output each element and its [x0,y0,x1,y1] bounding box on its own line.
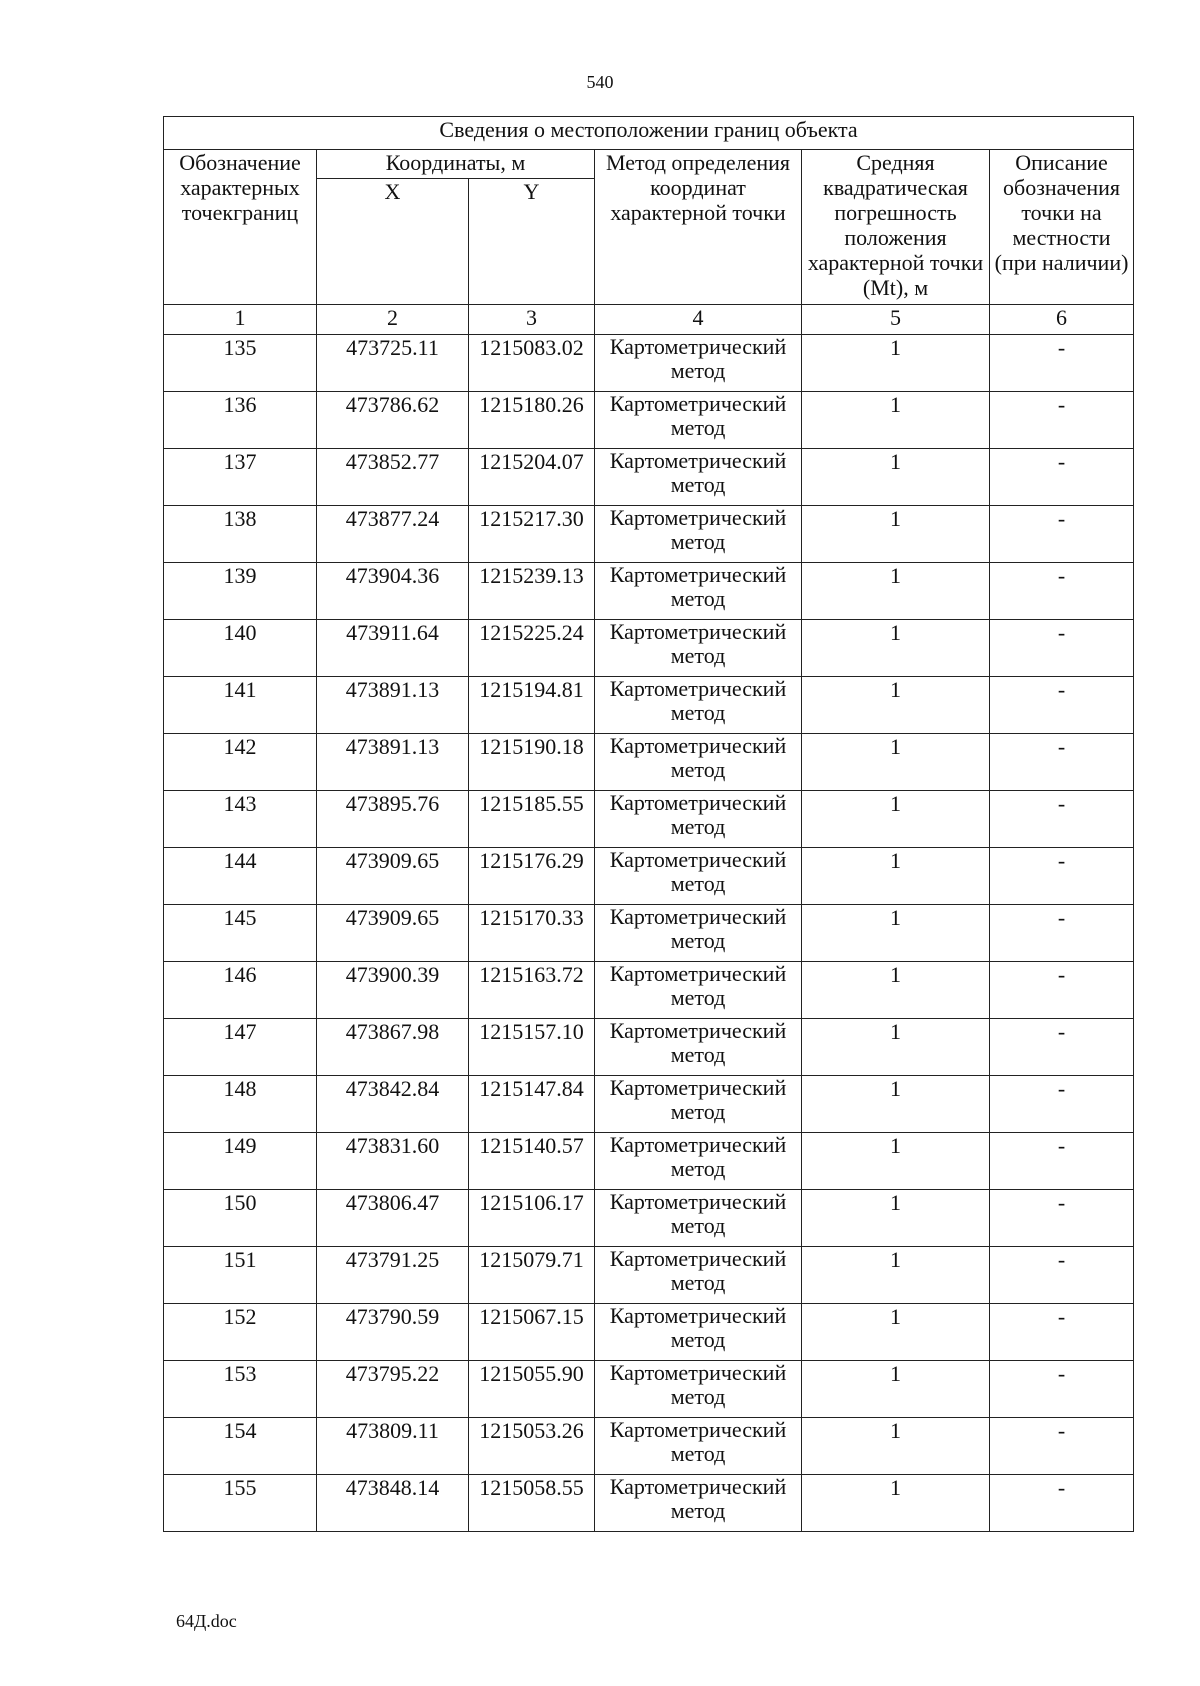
x-coordinate-cell: 473848.14 [317,1475,469,1532]
x-coordinate-cell: 473895.76 [317,791,469,848]
x-coordinate-cell: 473809.11 [317,1418,469,1475]
description-cell: - [990,905,1134,962]
column-number: 4 [595,305,802,335]
y-coordinate-cell: 1215083.02 [469,335,595,392]
method-cell: Картометрический метод [595,1076,802,1133]
x-coordinate-cell: 473795.22 [317,1361,469,1418]
point-cell: 149 [164,1133,317,1190]
table-row [164,1361,1134,1418]
header-error: Средняя квадратическая погрешность положения характерной точки (Mt), м [802,150,990,305]
table-row [164,563,1134,620]
x-coordinate-cell: 473909.65 [317,848,469,905]
x-coordinate-cell: 473891.13 [317,677,469,734]
y-coordinate-cell: 1215163.72 [469,962,595,1019]
y-coordinate-cell: 1215067.15 [469,1304,595,1361]
x-coordinate-cell: 473831.60 [317,1133,469,1190]
table-row [164,1190,1134,1247]
error-cell: 1 [802,1133,990,1190]
error-cell: 1 [802,848,990,905]
point-cell: 147 [164,1019,317,1076]
description-cell: - [990,506,1134,563]
table-title-row [164,117,1134,150]
x-coordinate-cell: 473806.47 [317,1190,469,1247]
description-cell: - [990,1133,1134,1190]
method-cell: Картометрический метод [595,1418,802,1475]
point-cell: 146 [164,962,317,1019]
table-row [164,449,1134,506]
table-row [164,1133,1134,1190]
point-cell: 155 [164,1475,317,1532]
point-cell: 138 [164,506,317,563]
point-cell: 136 [164,392,317,449]
method-cell: Картометрический метод [595,791,802,848]
header-x: X [317,179,469,305]
y-coordinate-cell: 1215106.17 [469,1190,595,1247]
column-number-row [164,305,1134,335]
point-cell: 141 [164,677,317,734]
error-cell: 1 [802,734,990,791]
error-cell: 1 [802,335,990,392]
table-row [164,1304,1134,1361]
method-cell: Картометрический метод [595,962,802,1019]
point-cell: 148 [164,1076,317,1133]
y-coordinate-cell: 1215147.84 [469,1076,595,1133]
x-coordinate-cell: 473911.64 [317,620,469,677]
description-cell: - [990,734,1134,791]
table-row [164,677,1134,734]
description-cell: - [990,1076,1134,1133]
error-cell: 1 [802,791,990,848]
table-row [164,620,1134,677]
table-row [164,962,1134,1019]
error-cell: 1 [802,1304,990,1361]
method-cell: Картометрический метод [595,905,802,962]
header-method: Метод определения координат характерной точки [595,150,802,305]
x-coordinate-cell: 473790.59 [317,1304,469,1361]
x-coordinate-cell: 473867.98 [317,1019,469,1076]
x-coordinate-cell: 473725.11 [317,335,469,392]
table-row [164,335,1134,392]
description-cell: - [990,335,1134,392]
point-cell: 151 [164,1247,317,1304]
method-cell: Картометрический метод [595,1475,802,1532]
column-number: 3 [469,305,595,335]
description-cell: - [990,1019,1134,1076]
method-cell: Картометрический метод [595,1361,802,1418]
x-coordinate-cell: 473842.84 [317,1076,469,1133]
error-cell: 1 [802,620,990,677]
table-row [164,734,1134,791]
point-cell: 145 [164,905,317,962]
column-number: 5 [802,305,990,335]
y-coordinate-cell: 1215170.33 [469,905,595,962]
page-number: 540 [586,72,614,92]
method-cell: Картометрический метод [595,848,802,905]
footer-filename: 64Д.doc [176,1611,237,1631]
method-cell: Картометрический метод [595,449,802,506]
point-cell: 139 [164,563,317,620]
column-number: 6 [990,305,1134,335]
y-coordinate-cell: 1215204.07 [469,449,595,506]
table-row [164,1247,1134,1304]
error-cell: 1 [802,1019,990,1076]
error-cell: 1 [802,1247,990,1304]
error-cell: 1 [802,905,990,962]
point-cell: 137 [164,449,317,506]
error-cell: 1 [802,1076,990,1133]
point-cell: 150 [164,1190,317,1247]
error-cell: 1 [802,1190,990,1247]
y-coordinate-cell: 1215055.90 [469,1361,595,1418]
method-cell: Картометрический метод [595,1190,802,1247]
point-cell: 154 [164,1418,317,1475]
error-cell: 1 [802,1475,990,1532]
table-row [164,848,1134,905]
table-row [164,506,1134,563]
header-description: Описание обозначения точки на местности (при наличии) [990,150,1134,305]
method-cell: Картометрический метод [595,335,802,392]
description-cell: - [990,392,1134,449]
description-cell: - [990,677,1134,734]
point-cell: 140 [164,620,317,677]
y-coordinate-cell: 1215058.55 [469,1475,595,1532]
error-cell: 1 [802,962,990,1019]
method-cell: Картометрический метод [595,506,802,563]
method-cell: Картометрический метод [595,563,802,620]
error-cell: 1 [802,449,990,506]
y-coordinate-cell: 1215180.26 [469,392,595,449]
method-cell: Картометрический метод [595,1247,802,1304]
x-coordinate-cell: 473904.36 [317,563,469,620]
point-cell: 152 [164,1304,317,1361]
x-coordinate-cell: 473852.77 [317,449,469,506]
description-cell: - [990,1475,1134,1532]
y-coordinate-cell: 1215239.13 [469,563,595,620]
method-cell: Картометрический метод [595,1304,802,1361]
point-cell: 153 [164,1361,317,1418]
header-coordinates: Координаты, м [317,150,595,179]
table-row [164,1076,1134,1133]
x-coordinate-cell: 473891.13 [317,734,469,791]
y-coordinate-cell: 1215053.26 [469,1418,595,1475]
x-coordinate-cell: 473877.24 [317,506,469,563]
error-cell: 1 [802,392,990,449]
point-cell: 135 [164,335,317,392]
description-cell: - [990,848,1134,905]
error-cell: 1 [802,563,990,620]
description-cell: - [990,962,1134,1019]
table-row [164,905,1134,962]
method-cell: Картометрический метод [595,1133,802,1190]
header-y: Y [469,179,595,305]
error-cell: 1 [802,506,990,563]
description-cell: - [990,1361,1134,1418]
y-coordinate-cell: 1215190.18 [469,734,595,791]
description-cell: - [990,1190,1134,1247]
x-coordinate-cell: 473791.25 [317,1247,469,1304]
y-coordinate-cell: 1215176.29 [469,848,595,905]
table-row [164,1418,1134,1475]
x-coordinate-cell: 473909.65 [317,905,469,962]
method-cell: Картометрический метод [595,392,802,449]
y-coordinate-cell: 1215217.30 [469,506,595,563]
description-cell: - [990,791,1134,848]
column-number: 2 [317,305,469,335]
point-cell: 144 [164,848,317,905]
y-coordinate-cell: 1215157.10 [469,1019,595,1076]
y-coordinate-cell: 1215185.55 [469,791,595,848]
description-cell: - [990,1304,1134,1361]
boundary-coordinates-table [163,116,1134,1532]
description-cell: - [990,563,1134,620]
x-coordinate-cell: 473786.62 [317,392,469,449]
method-cell: Картометрический метод [595,620,802,677]
method-cell: Картометрический метод [595,734,802,791]
point-cell: 143 [164,791,317,848]
x-coordinate-cell: 473900.39 [317,962,469,1019]
point-cell: 142 [164,734,317,791]
table-title: Сведения о местоположении границ объекта [164,117,1134,150]
error-cell: 1 [802,677,990,734]
description-cell: - [990,1418,1134,1475]
column-number: 1 [164,305,317,335]
description-cell: - [990,1247,1134,1304]
y-coordinate-cell: 1215225.24 [469,620,595,677]
method-cell: Картометрический метод [595,677,802,734]
y-coordinate-cell: 1215079.71 [469,1247,595,1304]
header-row [164,150,1134,179]
table-row [164,1019,1134,1076]
table-row [164,791,1134,848]
error-cell: 1 [802,1418,990,1475]
y-coordinate-cell: 1215140.57 [469,1133,595,1190]
y-coordinate-cell: 1215194.81 [469,677,595,734]
description-cell: - [990,449,1134,506]
error-cell: 1 [802,1361,990,1418]
table-body [164,335,1134,1532]
table-row [164,392,1134,449]
header-designation: Обозначение характерных точекграниц [164,150,317,305]
method-cell: Картометрический метод [595,1019,802,1076]
description-cell: - [990,620,1134,677]
table-row [164,1475,1134,1532]
